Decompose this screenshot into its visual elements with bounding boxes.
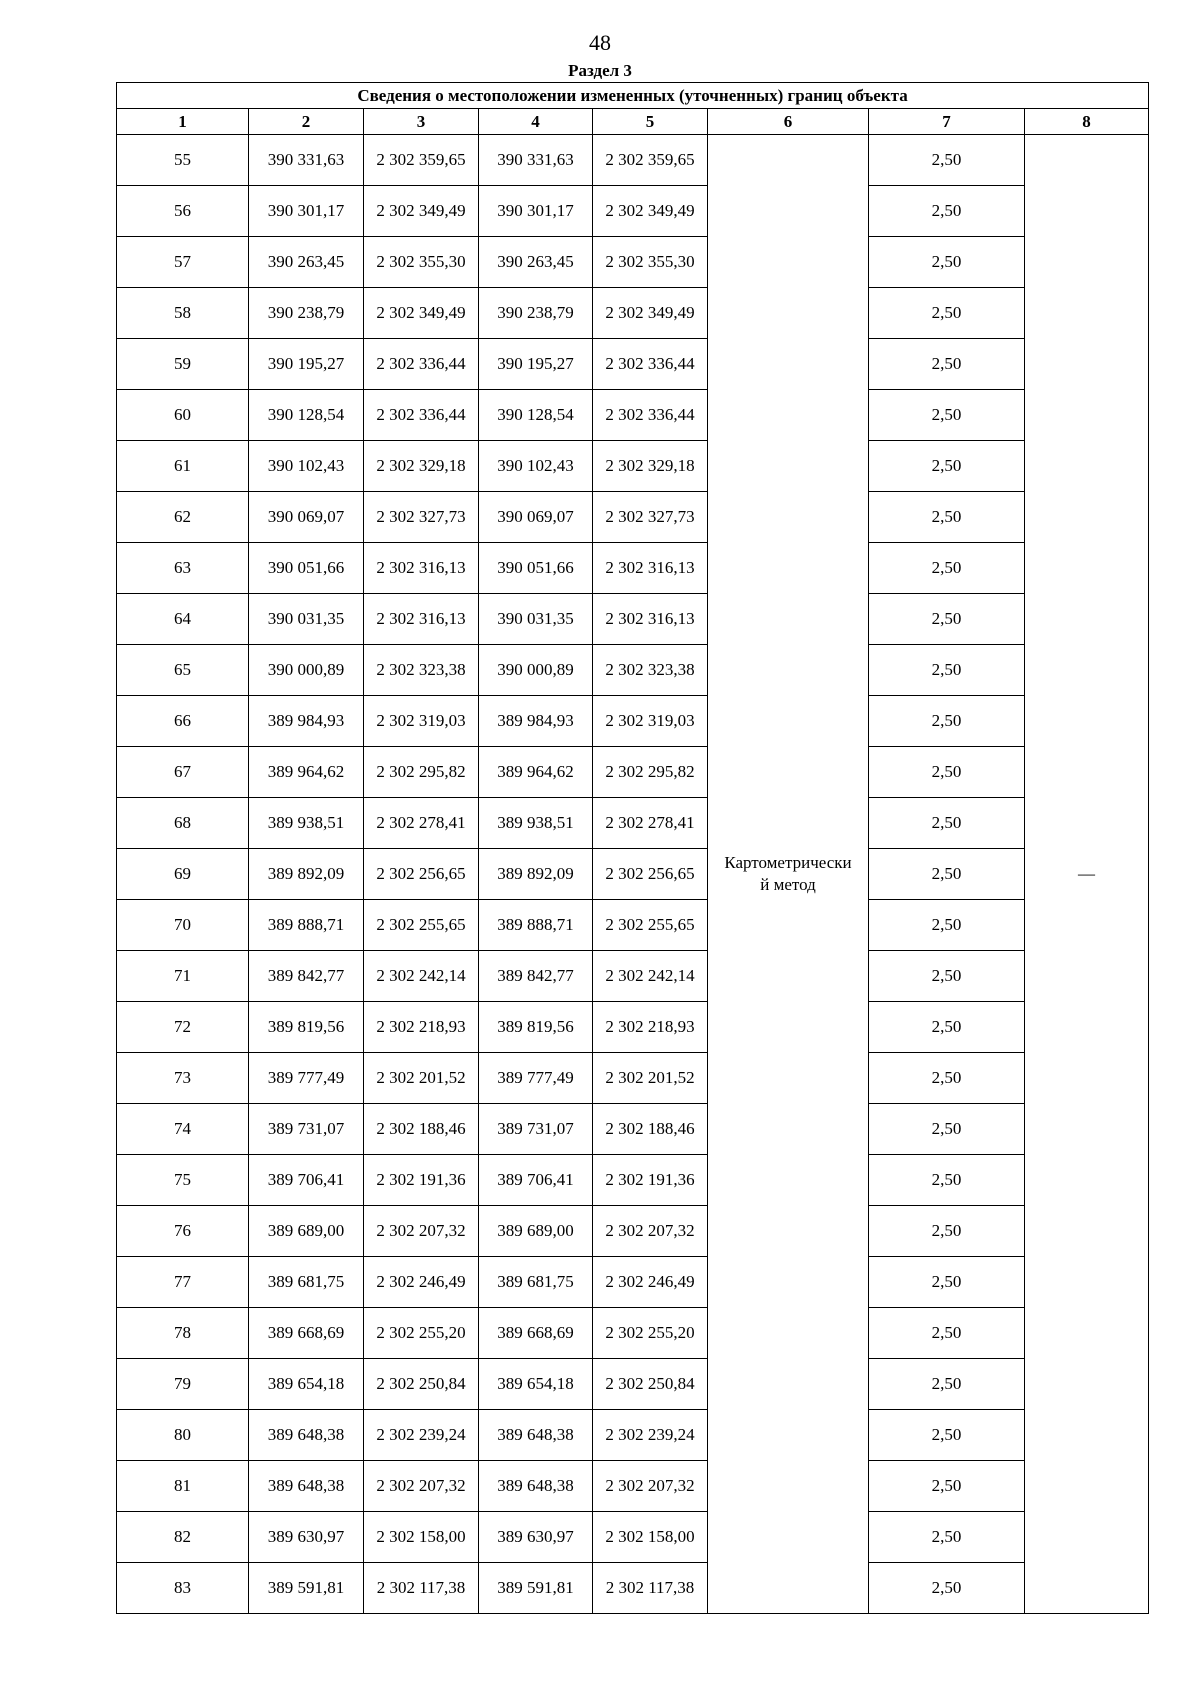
- table-row: [117, 1206, 1149, 1257]
- y-existing-cell: 2 302 191,36: [364, 1155, 479, 1206]
- accuracy-cell: 2,50: [869, 900, 1025, 951]
- x-refined-cell: 389 892,09: [479, 849, 593, 900]
- point-number-cell: 78: [117, 1308, 249, 1359]
- x-refined-cell: 389 731,07: [479, 1104, 593, 1155]
- x-existing-cell: 390 195,27: [249, 339, 364, 390]
- x-existing-cell: 389 648,38: [249, 1410, 364, 1461]
- table-row: [117, 1410, 1149, 1461]
- y-refined-cell: 2 302 255,65: [593, 900, 708, 951]
- accuracy-cell: 2,50: [869, 186, 1025, 237]
- column-header: 3: [364, 109, 479, 135]
- accuracy-cell: 2,50: [869, 849, 1025, 900]
- y-refined-cell: 2 302 250,84: [593, 1359, 708, 1410]
- x-refined-cell: 389 681,75: [479, 1257, 593, 1308]
- point-number-cell: 68: [117, 798, 249, 849]
- point-number-cell: 81: [117, 1461, 249, 1512]
- y-refined-cell: 2 302 207,32: [593, 1461, 708, 1512]
- point-number-cell: 71: [117, 951, 249, 1002]
- y-refined-cell: 2 302 256,65: [593, 849, 708, 900]
- point-number-cell: 66: [117, 696, 249, 747]
- accuracy-cell: 2,50: [869, 288, 1025, 339]
- y-refined-cell: 2 302 239,24: [593, 1410, 708, 1461]
- table-row: [117, 441, 1149, 492]
- y-existing-cell: 2 302 349,49: [364, 288, 479, 339]
- x-existing-cell: 390 031,35: [249, 594, 364, 645]
- y-existing-cell: 2 302 349,49: [364, 186, 479, 237]
- table-row: [117, 492, 1149, 543]
- x-existing-cell: 389 630,97: [249, 1512, 364, 1563]
- x-refined-cell: 389 938,51: [479, 798, 593, 849]
- method-cell: [708, 135, 869, 1614]
- x-existing-cell: 389 689,00: [249, 1206, 364, 1257]
- y-refined-cell: 2 302 349,49: [593, 186, 708, 237]
- column-header: 2: [249, 109, 364, 135]
- x-existing-cell: 389 654,18: [249, 1359, 364, 1410]
- table-row: [117, 1563, 1149, 1614]
- y-existing-cell: 2 302 255,65: [364, 900, 479, 951]
- y-existing-cell: 2 302 256,65: [364, 849, 479, 900]
- table-row: [117, 645, 1149, 696]
- y-existing-cell: 2 302 218,93: [364, 1002, 479, 1053]
- method-text-line: й метод: [760, 875, 816, 894]
- y-existing-cell: 2 302 316,13: [364, 594, 479, 645]
- accuracy-cell: 2,50: [869, 696, 1025, 747]
- y-existing-cell: 2 302 355,30: [364, 237, 479, 288]
- accuracy-cell: 2,50: [869, 1512, 1025, 1563]
- table-row: [117, 543, 1149, 594]
- x-refined-cell: 389 964,62: [479, 747, 593, 798]
- y-existing-cell: 2 302 255,20: [364, 1308, 479, 1359]
- column-header: 1: [117, 109, 249, 135]
- x-existing-cell: 389 706,41: [249, 1155, 364, 1206]
- table-row: [117, 135, 1149, 186]
- x-existing-cell: 390 102,43: [249, 441, 364, 492]
- y-refined-cell: 2 302 207,32: [593, 1206, 708, 1257]
- column-header: 4: [479, 109, 593, 135]
- accuracy-cell: 2,50: [869, 645, 1025, 696]
- table-row: [117, 1104, 1149, 1155]
- point-number-cell: 57: [117, 237, 249, 288]
- y-refined-cell: 2 302 336,44: [593, 339, 708, 390]
- method-text-line: Картометрически: [724, 853, 852, 872]
- point-number-cell: 76: [117, 1206, 249, 1257]
- point-number-cell: 63: [117, 543, 249, 594]
- x-existing-cell: 389 668,69: [249, 1308, 364, 1359]
- y-refined-cell: 2 302 319,03: [593, 696, 708, 747]
- accuracy-cell: 2,50: [869, 390, 1025, 441]
- y-existing-cell: 2 302 278,41: [364, 798, 479, 849]
- table-row: [117, 1359, 1149, 1410]
- y-existing-cell: 2 302 207,32: [364, 1206, 479, 1257]
- point-number-cell: 77: [117, 1257, 249, 1308]
- point-number-cell: 59: [117, 339, 249, 390]
- point-number-cell: 58: [117, 288, 249, 339]
- table-row: [117, 186, 1149, 237]
- x-existing-cell: 389 964,62: [249, 747, 364, 798]
- point-number-cell: 55: [117, 135, 249, 186]
- accuracy-cell: 2,50: [869, 594, 1025, 645]
- point-number-cell: 60: [117, 390, 249, 441]
- accuracy-cell: 2,50: [869, 1410, 1025, 1461]
- x-refined-cell: 390 301,17: [479, 186, 593, 237]
- x-refined-cell: 390 238,79: [479, 288, 593, 339]
- table-row: [117, 900, 1149, 951]
- x-refined-cell: 389 842,77: [479, 951, 593, 1002]
- point-number-cell: 70: [117, 900, 249, 951]
- column-header-row: [117, 109, 1149, 135]
- table-row: [117, 951, 1149, 1002]
- point-number-cell: 74: [117, 1104, 249, 1155]
- x-refined-cell: 389 591,81: [479, 1563, 593, 1614]
- point-number-cell: 79: [117, 1359, 249, 1410]
- x-refined-cell: 390 102,43: [479, 441, 593, 492]
- table-row: [117, 1512, 1149, 1563]
- x-refined-cell: 389 888,71: [479, 900, 593, 951]
- y-existing-cell: 2 302 336,44: [364, 390, 479, 441]
- y-refined-cell: 2 302 336,44: [593, 390, 708, 441]
- accuracy-cell: 2,50: [869, 1053, 1025, 1104]
- x-refined-cell: 389 648,38: [479, 1461, 593, 1512]
- x-refined-cell: 390 000,89: [479, 645, 593, 696]
- x-refined-cell: 390 263,45: [479, 237, 593, 288]
- table-row: [117, 798, 1149, 849]
- point-number-cell: 72: [117, 1002, 249, 1053]
- x-refined-cell: 390 331,63: [479, 135, 593, 186]
- point-number-cell: 73: [117, 1053, 249, 1104]
- point-number-cell: 75: [117, 1155, 249, 1206]
- y-refined-cell: 2 302 201,52: [593, 1053, 708, 1104]
- x-refined-cell: 389 777,49: [479, 1053, 593, 1104]
- x-existing-cell: 389 819,56: [249, 1002, 364, 1053]
- x-refined-cell: 389 668,69: [479, 1308, 593, 1359]
- accuracy-cell: 2,50: [869, 492, 1025, 543]
- x-refined-cell: 390 195,27: [479, 339, 593, 390]
- point-number-cell: 64: [117, 594, 249, 645]
- y-refined-cell: 2 302 255,20: [593, 1308, 708, 1359]
- y-refined-cell: 2 302 191,36: [593, 1155, 708, 1206]
- point-number-cell: 61: [117, 441, 249, 492]
- y-refined-cell: 2 302 242,14: [593, 951, 708, 1002]
- y-existing-cell: 2 302 207,32: [364, 1461, 479, 1512]
- table-row: [117, 288, 1149, 339]
- table-caption: Сведения о местоположении измененных (уточненных) границ объекта: [117, 83, 1149, 109]
- accuracy-cell: 2,50: [869, 1104, 1025, 1155]
- y-existing-cell: 2 302 201,52: [364, 1053, 479, 1104]
- x-refined-cell: 389 654,18: [479, 1359, 593, 1410]
- x-existing-cell: 390 051,66: [249, 543, 364, 594]
- accuracy-cell: 2,50: [869, 135, 1025, 186]
- table-row: [117, 1461, 1149, 1512]
- y-refined-cell: 2 302 117,38: [593, 1563, 708, 1614]
- table-row: [117, 1002, 1149, 1053]
- accuracy-cell: 2,50: [869, 1155, 1025, 1206]
- y-refined-cell: 2 302 327,73: [593, 492, 708, 543]
- point-number-cell: 69: [117, 849, 249, 900]
- x-refined-cell: 389 819,56: [479, 1002, 593, 1053]
- accuracy-cell: 2,50: [869, 1461, 1025, 1512]
- x-refined-cell: 389 706,41: [479, 1155, 593, 1206]
- point-number-cell: 62: [117, 492, 249, 543]
- x-existing-cell: 390 128,54: [249, 390, 364, 441]
- x-existing-cell: 389 777,49: [249, 1053, 364, 1104]
- y-refined-cell: 2 302 329,18: [593, 441, 708, 492]
- x-existing-cell: 390 238,79: [249, 288, 364, 339]
- table-row: [117, 696, 1149, 747]
- y-refined-cell: 2 302 359,65: [593, 135, 708, 186]
- x-existing-cell: 389 842,77: [249, 951, 364, 1002]
- table-row: [117, 849, 1149, 900]
- y-refined-cell: 2 302 158,00: [593, 1512, 708, 1563]
- x-refined-cell: 389 984,93: [479, 696, 593, 747]
- x-refined-cell: 390 069,07: [479, 492, 593, 543]
- x-existing-cell: 389 938,51: [249, 798, 364, 849]
- column8-cell: —: [1025, 135, 1149, 1614]
- x-refined-cell: 390 051,66: [479, 543, 593, 594]
- x-refined-cell: 390 128,54: [479, 390, 593, 441]
- x-existing-cell: 389 888,71: [249, 900, 364, 951]
- section-title: Раздел 3: [568, 61, 632, 80]
- accuracy-cell: 2,50: [869, 1002, 1025, 1053]
- accuracy-cell: 2,50: [869, 1206, 1025, 1257]
- accuracy-cell: 2,50: [869, 441, 1025, 492]
- accuracy-cell: 2,50: [869, 237, 1025, 288]
- x-refined-cell: 389 689,00: [479, 1206, 593, 1257]
- accuracy-cell: 2,50: [869, 747, 1025, 798]
- y-existing-cell: 2 302 327,73: [364, 492, 479, 543]
- y-refined-cell: 2 302 218,93: [593, 1002, 708, 1053]
- x-existing-cell: 390 069,07: [249, 492, 364, 543]
- y-existing-cell: 2 302 316,13: [364, 543, 479, 594]
- accuracy-cell: 2,50: [869, 1563, 1025, 1614]
- page-number: 48: [589, 30, 611, 55]
- table-row: [117, 1053, 1149, 1104]
- x-existing-cell: 389 591,81: [249, 1563, 364, 1614]
- column-header: 8: [1025, 109, 1149, 135]
- table-row: [117, 1257, 1149, 1308]
- x-existing-cell: 389 731,07: [249, 1104, 364, 1155]
- y-existing-cell: 2 302 359,65: [364, 135, 479, 186]
- y-existing-cell: 2 302 295,82: [364, 747, 479, 798]
- coordinates-table: [116, 82, 1149, 1614]
- y-refined-cell: 2 302 349,49: [593, 288, 708, 339]
- x-existing-cell: 389 648,38: [249, 1461, 364, 1512]
- table-row: [117, 237, 1149, 288]
- accuracy-cell: 2,50: [869, 1308, 1025, 1359]
- y-refined-cell: 2 302 295,82: [593, 747, 708, 798]
- y-existing-cell: 2 302 319,03: [364, 696, 479, 747]
- x-existing-cell: 390 000,89: [249, 645, 364, 696]
- point-number-cell: 82: [117, 1512, 249, 1563]
- y-existing-cell: 2 302 246,49: [364, 1257, 479, 1308]
- y-existing-cell: 2 302 336,44: [364, 339, 479, 390]
- x-existing-cell: 390 331,63: [249, 135, 364, 186]
- point-number-cell: 80: [117, 1410, 249, 1461]
- x-refined-cell: 390 031,35: [479, 594, 593, 645]
- table-row: [117, 1308, 1149, 1359]
- y-existing-cell: 2 302 329,18: [364, 441, 479, 492]
- y-refined-cell: 2 302 316,13: [593, 594, 708, 645]
- y-refined-cell: 2 302 188,46: [593, 1104, 708, 1155]
- y-refined-cell: 2 302 278,41: [593, 798, 708, 849]
- y-existing-cell: 2 302 117,38: [364, 1563, 479, 1614]
- y-existing-cell: 2 302 239,24: [364, 1410, 479, 1461]
- table-row: [117, 594, 1149, 645]
- accuracy-cell: 2,50: [869, 339, 1025, 390]
- y-refined-cell: 2 302 323,38: [593, 645, 708, 696]
- y-existing-cell: 2 302 323,38: [364, 645, 479, 696]
- y-existing-cell: 2 302 250,84: [364, 1359, 479, 1410]
- accuracy-cell: 2,50: [869, 543, 1025, 594]
- table-row: [117, 390, 1149, 441]
- point-number-cell: 83: [117, 1563, 249, 1614]
- x-existing-cell: 390 301,17: [249, 186, 364, 237]
- column-header: 6: [708, 109, 869, 135]
- table-row: [117, 339, 1149, 390]
- x-refined-cell: 389 630,97: [479, 1512, 593, 1563]
- accuracy-cell: 2,50: [869, 951, 1025, 1002]
- column-header: 5: [593, 109, 708, 135]
- x-existing-cell: 390 263,45: [249, 237, 364, 288]
- y-refined-cell: 2 302 355,30: [593, 237, 708, 288]
- point-number-cell: 65: [117, 645, 249, 696]
- table-body: [117, 135, 1149, 1614]
- point-number-cell: 56: [117, 186, 249, 237]
- column-header: 7: [869, 109, 1025, 135]
- x-existing-cell: 389 681,75: [249, 1257, 364, 1308]
- accuracy-cell: 2,50: [869, 1257, 1025, 1308]
- point-number-cell: 67: [117, 747, 249, 798]
- y-refined-cell: 2 302 246,49: [593, 1257, 708, 1308]
- accuracy-cell: 2,50: [869, 798, 1025, 849]
- y-refined-cell: 2 302 316,13: [593, 543, 708, 594]
- x-refined-cell: 389 648,38: [479, 1410, 593, 1461]
- table-row: [117, 747, 1149, 798]
- y-existing-cell: 2 302 188,46: [364, 1104, 479, 1155]
- table-row: [117, 1155, 1149, 1206]
- x-existing-cell: 389 892,09: [249, 849, 364, 900]
- x-existing-cell: 389 984,93: [249, 696, 364, 747]
- accuracy-cell: 2,50: [869, 1359, 1025, 1410]
- y-existing-cell: 2 302 242,14: [364, 951, 479, 1002]
- y-existing-cell: 2 302 158,00: [364, 1512, 479, 1563]
